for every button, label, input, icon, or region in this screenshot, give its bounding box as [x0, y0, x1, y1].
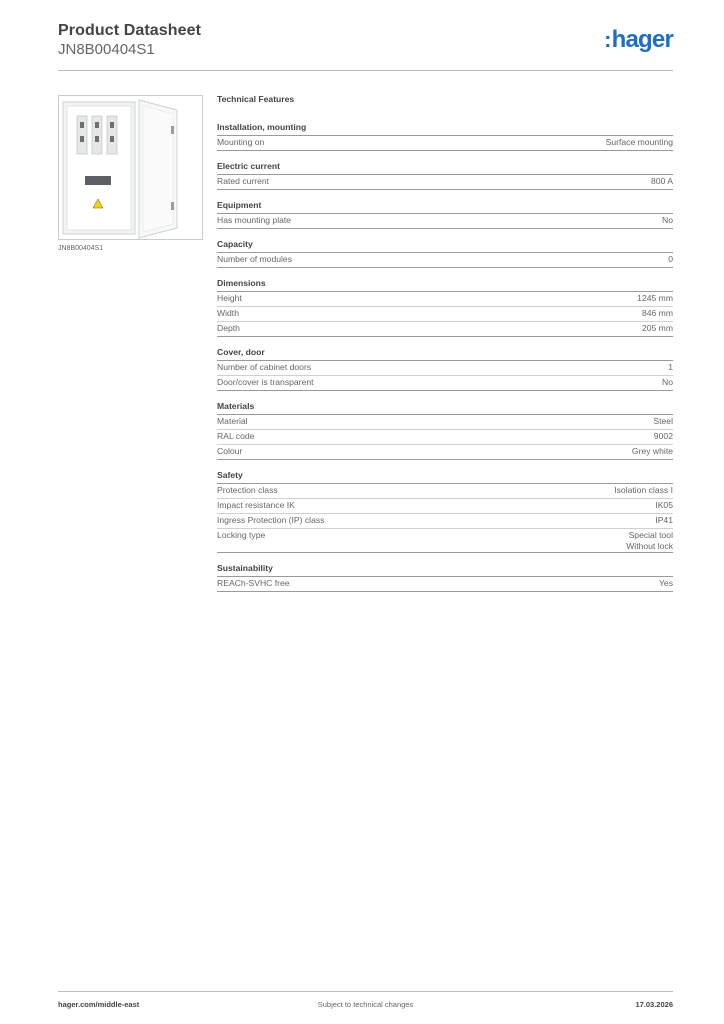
document-title: Product Datasheet — [58, 22, 202, 39]
footer-notice: Subject to technical changes — [317, 1000, 414, 1009]
feature-row — [217, 376, 673, 391]
feature-value — [606, 137, 673, 148]
feature-value-line: 9002 — [653, 431, 673, 441]
electrical-cabinet-image — [59, 96, 202, 239]
feature-label: Colour — [217, 446, 243, 456]
hager-logo — [604, 26, 673, 54]
feature-section — [217, 278, 673, 337]
feature-label: Number of cabinet doors — [217, 362, 312, 372]
feature-value — [642, 308, 673, 319]
feature-section — [217, 200, 673, 229]
feature-value — [653, 416, 673, 427]
feature-label: Height — [217, 293, 242, 303]
feature-value — [637, 293, 673, 304]
feature-row — [217, 499, 673, 514]
feature-row — [217, 136, 673, 151]
feature-label: Has mounting plate — [217, 215, 292, 225]
feature-row — [217, 361, 673, 376]
feature-value — [654, 431, 673, 442]
feature-label: Number of modules — [217, 254, 292, 264]
feature-label: Mounting on — [217, 137, 265, 147]
section-title: Capacity — [217, 239, 673, 253]
feature-sections — [217, 122, 673, 592]
feature-label: Locking type — [217, 530, 266, 540]
feature-value-line: Isolation class I — [614, 485, 673, 495]
feature-value-line: Without lock — [626, 541, 673, 551]
feature-value — [659, 578, 673, 589]
feature-section — [217, 122, 673, 151]
feature-row — [217, 484, 673, 499]
section-title: Dimensions — [217, 278, 673, 292]
feature-label: Protection class — [217, 485, 278, 495]
feature-value — [651, 176, 673, 187]
section-title: Safety — [217, 470, 673, 484]
feature-section — [217, 470, 673, 553]
feature-value-line: IK05 — [655, 500, 673, 510]
feature-row — [217, 175, 673, 190]
feature-label: REACh-SVHC free — [217, 578, 290, 588]
feature-value-line: 800 A — [651, 176, 673, 186]
technical-features-title: Technical Features — [217, 94, 295, 104]
logo-colon: : — [604, 27, 611, 52]
feature-section — [217, 347, 673, 391]
feature-value-line: No — [662, 215, 673, 225]
feature-value-line: 846 mm — [641, 308, 673, 318]
page-footer — [58, 991, 673, 1014]
section-title: Electric current — [217, 161, 673, 175]
feature-value-line: Grey white — [631, 446, 673, 456]
feature-value — [642, 323, 673, 334]
feature-value-line: Special tool — [628, 530, 673, 540]
feature-value-line: IP41 — [655, 515, 673, 525]
section-title: Installation, mounting — [217, 122, 673, 136]
feature-row — [217, 322, 673, 337]
feature-row — [217, 577, 673, 592]
feature-label: Material — [217, 416, 248, 426]
feature-value — [668, 362, 673, 373]
feature-section — [217, 563, 673, 592]
feature-label: Ingress Protection (IP) class — [217, 515, 325, 525]
feature-row — [217, 214, 673, 229]
feature-row — [217, 445, 673, 460]
feature-label: RAL code — [217, 431, 255, 441]
logo-word: hager — [611, 26, 673, 53]
feature-value — [662, 377, 673, 388]
image-caption: JN8B00404S1 — [58, 245, 104, 252]
technical-features — [217, 94, 673, 602]
feature-value — [632, 446, 673, 457]
feature-value-line: No — [662, 377, 673, 387]
feature-label: Impact resistance IK — [217, 500, 295, 510]
feature-value — [668, 254, 673, 265]
feature-label: Depth — [217, 323, 240, 333]
feature-value — [655, 515, 673, 526]
feature-section — [217, 161, 673, 190]
footer-website: hager.com/middle-east — [58, 1000, 140, 1009]
feature-value-line: 1 — [668, 362, 673, 372]
page-header — [58, 22, 673, 71]
feature-value — [626, 530, 673, 552]
feature-row — [217, 253, 673, 268]
section-title: Sustainability — [217, 563, 673, 577]
feature-value — [655, 500, 673, 511]
feature-section — [217, 401, 673, 460]
feature-section — [217, 239, 673, 268]
feature-value — [614, 485, 673, 496]
footer-date: 17.03.2026 — [635, 1000, 673, 1009]
section-title: Cover, door — [217, 347, 673, 361]
feature-row — [217, 307, 673, 322]
feature-value-line: Yes — [658, 578, 673, 588]
feature-label: Door/cover is transparent — [217, 377, 314, 387]
feature-label: Rated current — [217, 176, 270, 186]
feature-row — [217, 529, 673, 553]
feature-value-line: 1245 mm — [637, 293, 673, 303]
feature-row — [217, 292, 673, 307]
product-code: JN8B00404S1 — [58, 41, 155, 58]
feature-value-line: 0 — [668, 254, 673, 264]
feature-row — [217, 430, 673, 445]
feature-value-line: Surface mounting — [605, 137, 673, 147]
feature-row — [217, 514, 673, 529]
feature-value-line: 205 mm — [641, 323, 673, 333]
section-title: Materials — [217, 401, 673, 415]
feature-label: Width — [217, 308, 239, 318]
section-title: Equipment — [217, 200, 673, 214]
product-image — [58, 95, 203, 240]
feature-value-line: Steel — [653, 416, 673, 426]
feature-row — [217, 415, 673, 430]
feature-value — [662, 215, 673, 226]
